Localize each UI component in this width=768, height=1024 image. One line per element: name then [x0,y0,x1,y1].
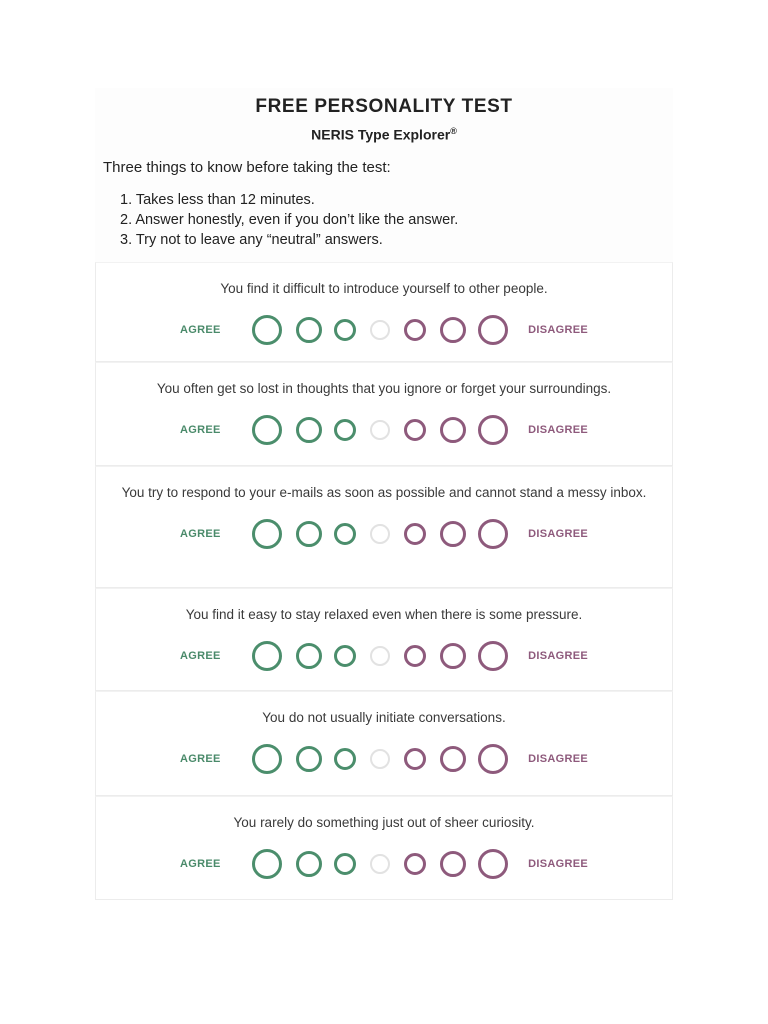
answer-scale [96,641,672,671]
option-agree-slight[interactable] [334,748,356,770]
option-agree-strong[interactable] [252,315,282,345]
answer-options [252,641,508,671]
answer-options [252,315,508,345]
question-card [95,262,673,362]
page-title: FREE PERSONALITY TEST [255,96,513,117]
agree-label: AGREE [180,752,221,765]
option-agree[interactable] [296,417,322,443]
question-text: You do not usually initiate conversations. [262,709,506,725]
option-disagree[interactable] [440,521,466,547]
disagree-label: DISAGREE [528,857,588,870]
option-disagree-strong[interactable] [478,519,508,549]
option-neutral[interactable] [370,854,390,874]
option-agree[interactable] [296,643,322,669]
option-agree-strong[interactable] [252,519,282,549]
option-disagree-strong[interactable] [478,415,508,445]
option-agree[interactable] [296,851,322,877]
option-agree-slight[interactable] [334,319,356,341]
tip-item: 1. Takes less than 12 minutes. [120,191,315,208]
question-text: You rarely do something just out of sheer curiosity. [233,814,535,830]
answer-options [252,415,508,445]
intro-section [95,88,673,262]
disagree-label: DISAGREE [528,423,588,436]
question-card [95,796,673,900]
subtitle [95,126,673,143]
tips-list [120,190,673,250]
option-agree-strong[interactable] [252,415,282,445]
registered-mark: ® [450,126,457,136]
answer-scale [96,415,672,445]
disagree-label: DISAGREE [528,323,588,336]
question-card [95,691,673,796]
question-text: You try to respond to your e-mails as soon as possible and cannot stand a messy inbox. [121,484,647,500]
option-agree-strong[interactable] [252,641,282,671]
tip-item: 3. Try not to leave any “neutral” answers. [120,231,383,248]
option-agree[interactable] [296,317,322,343]
answer-options [252,849,508,879]
option-agree-slight[interactable] [334,645,356,667]
agree-label: AGREE [180,527,221,540]
intro-lead: Three things to know before taking the test: [103,158,391,176]
disagree-label: DISAGREE [528,527,588,540]
option-neutral[interactable] [370,749,390,769]
question-text: You find it easy to stay relaxed even when there is some pressure. [185,606,583,622]
option-disagree-strong[interactable] [478,641,508,671]
question-text: You often get so lost in thoughts that you ignore or forget your surroundings. [156,380,612,396]
option-disagree-slight[interactable] [404,523,426,545]
option-agree[interactable] [296,746,322,772]
question-text: You find it difficult to introduce yourself to other people. [220,280,548,296]
option-agree-strong[interactable] [252,744,282,774]
agree-label: AGREE [180,857,221,870]
question-card [95,588,673,691]
agree-label: AGREE [180,423,221,436]
answer-scale [96,849,672,879]
agree-label: AGREE [180,649,221,662]
option-neutral[interactable] [370,646,390,666]
option-neutral[interactable] [370,420,390,440]
disagree-label: DISAGREE [528,649,588,662]
option-disagree[interactable] [440,417,466,443]
agree-label: AGREE [180,323,221,336]
option-disagree-slight[interactable] [404,419,426,441]
option-disagree[interactable] [440,317,466,343]
disagree-label: DISAGREE [528,752,588,765]
test-sheet [95,88,673,900]
option-agree[interactable] [296,521,322,547]
option-disagree[interactable] [440,746,466,772]
option-neutral[interactable] [370,524,390,544]
option-disagree-strong[interactable] [478,849,508,879]
question-list [95,262,673,900]
option-disagree-strong[interactable] [478,744,508,774]
question-card [95,466,673,588]
option-disagree[interactable] [440,851,466,877]
answer-scale [96,519,672,549]
option-disagree[interactable] [440,643,466,669]
option-disagree-slight[interactable] [404,748,426,770]
option-disagree-strong[interactable] [478,315,508,345]
answer-options [252,519,508,549]
option-agree-slight[interactable] [334,853,356,875]
option-disagree-slight[interactable] [404,319,426,341]
option-disagree-slight[interactable] [404,853,426,875]
tip-item: 2. Answer honestly, even if you don’t like the answer. [120,211,459,228]
option-neutral[interactable] [370,320,390,340]
option-disagree-slight[interactable] [404,645,426,667]
option-agree-strong[interactable] [252,849,282,879]
answer-scale [96,744,672,774]
question-card [95,362,673,466]
option-agree-slight[interactable] [334,523,356,545]
answer-options [252,744,508,774]
subtitle-text: NERIS Type Explorer [311,126,451,143]
option-agree-slight[interactable] [334,419,356,441]
answer-scale [96,315,672,345]
